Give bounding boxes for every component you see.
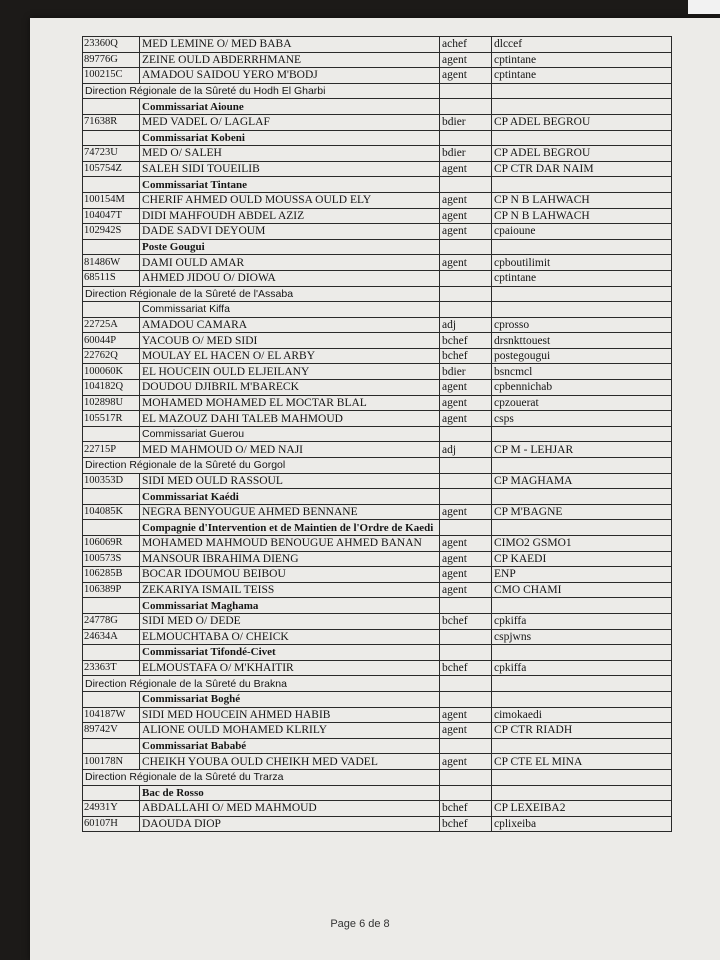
affectation-cell: CP CTE EL MINA — [492, 754, 672, 770]
name-cell: AHMED JIDOU O/ DIOWA — [140, 270, 440, 286]
subsection-row — [83, 426, 672, 442]
grade-cell: bchef — [440, 660, 492, 676]
matricule-cell: 23360Q — [83, 37, 140, 53]
matricule-cell: 106285B — [83, 567, 140, 583]
matricule-cell: 89776G — [83, 52, 140, 68]
name-cell: MANSOUR IBRAHIMA DIENG — [140, 551, 440, 567]
empty-cell — [83, 239, 140, 255]
name-cell: AMADOU CAMARA — [140, 317, 440, 333]
affectation-cell: cptintane — [492, 52, 672, 68]
name-cell: ALIONE OULD MOHAMED KLRILY — [140, 723, 440, 739]
matricule-cell: 22762Q — [83, 348, 140, 364]
table-row — [83, 380, 672, 396]
affectation-cell: csps — [492, 411, 672, 427]
empty-cell — [440, 769, 492, 785]
affectation-cell: CP M'BAGNE — [492, 504, 672, 520]
name-cell: ZEINE OULD ABDERRHMANE — [140, 52, 440, 68]
table-row — [83, 816, 672, 832]
section-heading: Direction Régionale de la Sûreté du Gorgol — [83, 458, 440, 474]
matricule-cell: 60107H — [83, 816, 140, 832]
grade-cell: agent — [440, 707, 492, 723]
subsection-heading: Commissariat Boghé — [140, 691, 440, 707]
table-row — [83, 801, 672, 817]
table-row — [83, 660, 672, 676]
affectation-cell: cpaioune — [492, 224, 672, 240]
affectation-cell: postegougui — [492, 348, 672, 364]
section-heading: Direction Régionale de la Sûreté de l'Assaba — [83, 286, 440, 302]
grade-cell — [440, 473, 492, 489]
matricule-cell: 104047T — [83, 208, 140, 224]
table-row — [83, 146, 672, 162]
grade-cell: agent — [440, 68, 492, 84]
subsection-heading: Commissariat Kaédi — [140, 489, 440, 505]
empty-cell — [492, 302, 672, 318]
empty-cell — [440, 738, 492, 754]
grade-cell: agent — [440, 380, 492, 396]
affectation-cell: CP CTR RIADH — [492, 723, 672, 739]
personnel-table — [82, 36, 672, 832]
affectation-cell: cplixeiba — [492, 816, 672, 832]
affectation-cell: CP N B LAHWACH — [492, 208, 672, 224]
affectation-cell: CP KAEDI — [492, 551, 672, 567]
subsection-heading: Bac de Rosso — [140, 785, 440, 801]
grade-cell: agent — [440, 395, 492, 411]
section-heading: Direction Régionale de la Sûreté du Hodh El Gharbi — [83, 83, 440, 99]
empty-cell — [492, 177, 672, 193]
empty-cell — [492, 426, 672, 442]
empty-cell — [83, 691, 140, 707]
matricule-cell: 81486W — [83, 255, 140, 271]
grade-cell: bchef — [440, 816, 492, 832]
affectation-cell: cspjwns — [492, 629, 672, 645]
matricule-cell: 105754Z — [83, 161, 140, 177]
table-row — [83, 317, 672, 333]
matricule-cell: 60044P — [83, 333, 140, 349]
affectation-cell: drsnkttouest — [492, 333, 672, 349]
empty-cell — [440, 691, 492, 707]
table-row — [83, 333, 672, 349]
table-row — [83, 551, 672, 567]
empty-cell — [83, 598, 140, 614]
empty-cell — [492, 99, 672, 115]
name-cell: MOHAMED MAHMOUD BENOUGUE AHMED BANAN — [140, 536, 440, 552]
empty-cell — [440, 426, 492, 442]
matricule-cell: 89742V — [83, 723, 140, 739]
table-row — [83, 411, 672, 427]
affectation-cell: CP M - LEHJAR — [492, 442, 672, 458]
table-row — [83, 567, 672, 583]
matricule-cell: 100215C — [83, 68, 140, 84]
table-row — [83, 68, 672, 84]
name-cell: MED VADEL O/ LAGLAF — [140, 114, 440, 130]
table-row — [83, 348, 672, 364]
name-cell: SIDI MED HOUCEIN AHMED HABIB — [140, 707, 440, 723]
grade-cell: adj — [440, 442, 492, 458]
table-row — [83, 707, 672, 723]
grade-cell: agent — [440, 723, 492, 739]
subsection-heading: Commissariat Maghama — [140, 598, 440, 614]
empty-cell — [83, 99, 140, 115]
adjacent-page-corner — [688, 0, 720, 14]
name-cell: CHEIKH YOUBA OULD CHEIKH MED VADEL — [140, 754, 440, 770]
name-cell: DIDI MAHFOUDH ABDEL AZIZ — [140, 208, 440, 224]
grade-cell — [440, 270, 492, 286]
table-row — [83, 442, 672, 458]
empty-cell — [440, 177, 492, 193]
grade-cell: agent — [440, 52, 492, 68]
grade-cell: agent — [440, 567, 492, 583]
subsection-row — [83, 99, 672, 115]
affectation-cell: CIMO2 GSMO1 — [492, 536, 672, 552]
affectation-cell: cptintane — [492, 270, 672, 286]
table-row — [83, 224, 672, 240]
table-row — [83, 582, 672, 598]
grade-cell: agent — [440, 208, 492, 224]
name-cell: DADE SADVI DEYOUM — [140, 224, 440, 240]
subsection-row — [83, 520, 672, 536]
section-row — [83, 458, 672, 474]
grade-cell: bchef — [440, 333, 492, 349]
personnel-table-body — [83, 37, 672, 832]
grade-cell: agent — [440, 504, 492, 520]
matricule-cell: 100154M — [83, 192, 140, 208]
empty-cell — [492, 598, 672, 614]
name-cell: MOULAY EL HACEN O/ EL ARBY — [140, 348, 440, 364]
table-row — [83, 161, 672, 177]
grade-cell: agent — [440, 411, 492, 427]
empty-cell — [440, 130, 492, 146]
grade-cell: agent — [440, 255, 492, 271]
name-cell: DAMI OULD AMAR — [140, 255, 440, 271]
empty-cell — [440, 645, 492, 661]
subsection-row — [83, 489, 672, 505]
grade-cell: agent — [440, 536, 492, 552]
name-cell: CHERIF AHMED OULD MOUSSA OULD ELY — [140, 192, 440, 208]
empty-cell — [440, 286, 492, 302]
subsection-heading: Commissariat Aioune — [140, 99, 440, 115]
section-heading: Direction Régionale de la Sûreté du Brakna — [83, 676, 440, 692]
empty-cell — [440, 239, 492, 255]
empty-cell — [440, 458, 492, 474]
empty-cell — [83, 426, 140, 442]
table-row — [83, 270, 672, 286]
table-row — [83, 754, 672, 770]
matricule-cell: 100178N — [83, 754, 140, 770]
empty-cell — [440, 83, 492, 99]
affectation-cell: cpkiffa — [492, 660, 672, 676]
empty-cell — [83, 520, 140, 536]
matricule-cell: 105517R — [83, 411, 140, 427]
grade-cell: agent — [440, 582, 492, 598]
table-row — [83, 255, 672, 271]
affectation-cell: cimokaedi — [492, 707, 672, 723]
subsection-heading: Commissariat Bababé — [140, 738, 440, 754]
affectation-cell: CP LEXEIBA2 — [492, 801, 672, 817]
grade-cell: adj — [440, 317, 492, 333]
table-row — [83, 629, 672, 645]
name-cell: ZEKARIYA ISMAIL TEISS — [140, 582, 440, 598]
subsection-row — [83, 598, 672, 614]
empty-cell — [440, 489, 492, 505]
affectation-cell: ENP — [492, 567, 672, 583]
affectation-cell: dlccef — [492, 37, 672, 53]
matricule-cell: 106389P — [83, 582, 140, 598]
empty-cell — [440, 676, 492, 692]
name-cell: MED MAHMOUD O/ MED NAJI — [140, 442, 440, 458]
subsection-row — [83, 691, 672, 707]
subsection-heading: Commissariat Kobeni — [140, 130, 440, 146]
grade-cell: agent — [440, 192, 492, 208]
page-number: Page 6 de 8 — [330, 918, 390, 930]
empty-cell — [492, 458, 672, 474]
empty-cell — [492, 239, 672, 255]
matricule-cell: 100573S — [83, 551, 140, 567]
affectation-cell: CP MAGHAMA — [492, 473, 672, 489]
table-row — [83, 473, 672, 489]
name-cell: MED O/ SALEH — [140, 146, 440, 162]
matricule-cell: 24634A — [83, 629, 140, 645]
grade-cell: agent — [440, 754, 492, 770]
name-cell: DOUDOU DJIBRIL M'BARECK — [140, 380, 440, 396]
subsection-row — [83, 785, 672, 801]
matricule-cell: 71638R — [83, 114, 140, 130]
section-row — [83, 83, 672, 99]
table-row — [83, 208, 672, 224]
matricule-cell: 106069R — [83, 536, 140, 552]
matricule-cell: 104085K — [83, 504, 140, 520]
empty-cell — [440, 520, 492, 536]
subsection-heading: Commissariat Kiffa — [140, 302, 440, 318]
affectation-cell: cpkiffa — [492, 613, 672, 629]
name-cell: ABDALLAHI O/ MED MAHMOUD — [140, 801, 440, 817]
subsection-row — [83, 302, 672, 318]
empty-cell — [492, 738, 672, 754]
table-row — [83, 52, 672, 68]
table-row — [83, 536, 672, 552]
empty-cell — [492, 286, 672, 302]
matricule-cell: 100060K — [83, 364, 140, 380]
section-row — [83, 769, 672, 785]
name-cell: ELMOUSTAFA O/ M'KHAITIR — [140, 660, 440, 676]
name-cell: MED LEMINE O/ MED BABA — [140, 37, 440, 53]
empty-cell — [492, 83, 672, 99]
grade-cell: achef — [440, 37, 492, 53]
empty-cell — [492, 489, 672, 505]
subsection-row — [83, 177, 672, 193]
empty-cell — [83, 738, 140, 754]
subsection-heading: Commissariat Guerou — [140, 426, 440, 442]
name-cell: MOHAMED MOHAMED EL MOCTAR BLAL — [140, 395, 440, 411]
empty-cell — [83, 302, 140, 318]
empty-cell — [83, 489, 140, 505]
grade-cell: agent — [440, 161, 492, 177]
affectation-cell: CP CTR DAR NAIM — [492, 161, 672, 177]
grade-cell: bchef — [440, 613, 492, 629]
grade-cell — [440, 629, 492, 645]
empty-cell — [492, 785, 672, 801]
matricule-cell: 22715P — [83, 442, 140, 458]
table-row — [83, 114, 672, 130]
subsection-row — [83, 239, 672, 255]
empty-cell — [83, 177, 140, 193]
matricule-cell: 24931Y — [83, 801, 140, 817]
empty-cell — [83, 130, 140, 146]
table-row — [83, 504, 672, 520]
empty-cell — [440, 785, 492, 801]
empty-cell — [492, 691, 672, 707]
matricule-cell: 102942S — [83, 224, 140, 240]
section-heading: Direction Régionale de la Sûreté du Trarza — [83, 769, 440, 785]
table-row — [83, 37, 672, 53]
name-cell: SIDI MED OULD RASSOUL — [140, 473, 440, 489]
name-cell: SIDI MED O/ DEDE — [140, 613, 440, 629]
matricule-cell: 23363T — [83, 660, 140, 676]
grade-cell: bdier — [440, 364, 492, 380]
matricule-cell: 74723U — [83, 146, 140, 162]
affectation-cell: cpzouerat — [492, 395, 672, 411]
table-row — [83, 613, 672, 629]
empty-cell — [492, 676, 672, 692]
subsection-heading: Compagnie d'Intervention et de Maintien de l'Ordre de Kaedi — [140, 520, 440, 536]
grade-cell: bdier — [440, 114, 492, 130]
empty-cell — [440, 598, 492, 614]
section-row — [83, 676, 672, 692]
subsection-heading: Commissariat Tifondé-Civet — [140, 645, 440, 661]
name-cell: BOCAR IDOUMOU BEIBOU — [140, 567, 440, 583]
name-cell: AMADOU SAIDOU YERO M'BODJ — [140, 68, 440, 84]
section-row — [83, 286, 672, 302]
empty-cell — [83, 785, 140, 801]
name-cell: ELMOUCHTABA O/ CHEICK — [140, 629, 440, 645]
subsection-row — [83, 130, 672, 146]
name-cell: SALEH SIDI TOUEILIB — [140, 161, 440, 177]
empty-cell — [492, 520, 672, 536]
table-row — [83, 395, 672, 411]
grade-cell: bdier — [440, 146, 492, 162]
empty-cell — [492, 645, 672, 661]
subsection-heading: Commissariat Tintane — [140, 177, 440, 193]
grade-cell: agent — [440, 224, 492, 240]
affectation-cell: bsncmcl — [492, 364, 672, 380]
subsection-heading: Poste Gougui — [140, 239, 440, 255]
name-cell: EL MAZOUZ DAHI TALEB MAHMOUD — [140, 411, 440, 427]
grade-cell: bchef — [440, 801, 492, 817]
matricule-cell: 104182Q — [83, 380, 140, 396]
name-cell: YACOUB O/ MED SIDI — [140, 333, 440, 349]
empty-cell — [440, 99, 492, 115]
subsection-row — [83, 738, 672, 754]
empty-cell — [83, 645, 140, 661]
affectation-cell: cpboutilimit — [492, 255, 672, 271]
name-cell: NEGRA BENYOUGUE AHMED BENNANE — [140, 504, 440, 520]
affectation-cell: cprosso — [492, 317, 672, 333]
empty-cell — [492, 769, 672, 785]
subsection-row — [83, 645, 672, 661]
grade-cell: agent — [440, 551, 492, 567]
matricule-cell: 24778G — [83, 613, 140, 629]
table-row — [83, 192, 672, 208]
empty-cell — [492, 130, 672, 146]
affectation-cell: cpbennichab — [492, 380, 672, 396]
table-row — [83, 723, 672, 739]
matricule-cell: 68511S — [83, 270, 140, 286]
matricule-cell: 100353D — [83, 473, 140, 489]
name-cell: EL HOUCEIN OULD ELJEILANY — [140, 364, 440, 380]
matricule-cell: 22725A — [83, 317, 140, 333]
affectation-cell: CMO CHAMI — [492, 582, 672, 598]
grade-cell: bchef — [440, 348, 492, 364]
name-cell: DAOUDA DIOP — [140, 816, 440, 832]
affectation-cell: CP N B LAHWACH — [492, 192, 672, 208]
matricule-cell: 102898U — [83, 395, 140, 411]
table-row — [83, 364, 672, 380]
affectation-cell: CP ADEL BEGROU — [492, 146, 672, 162]
matricule-cell: 104187W — [83, 707, 140, 723]
affectation-cell: CP ADEL BEGROU — [492, 114, 672, 130]
affectation-cell: cptintane — [492, 68, 672, 84]
empty-cell — [440, 302, 492, 318]
